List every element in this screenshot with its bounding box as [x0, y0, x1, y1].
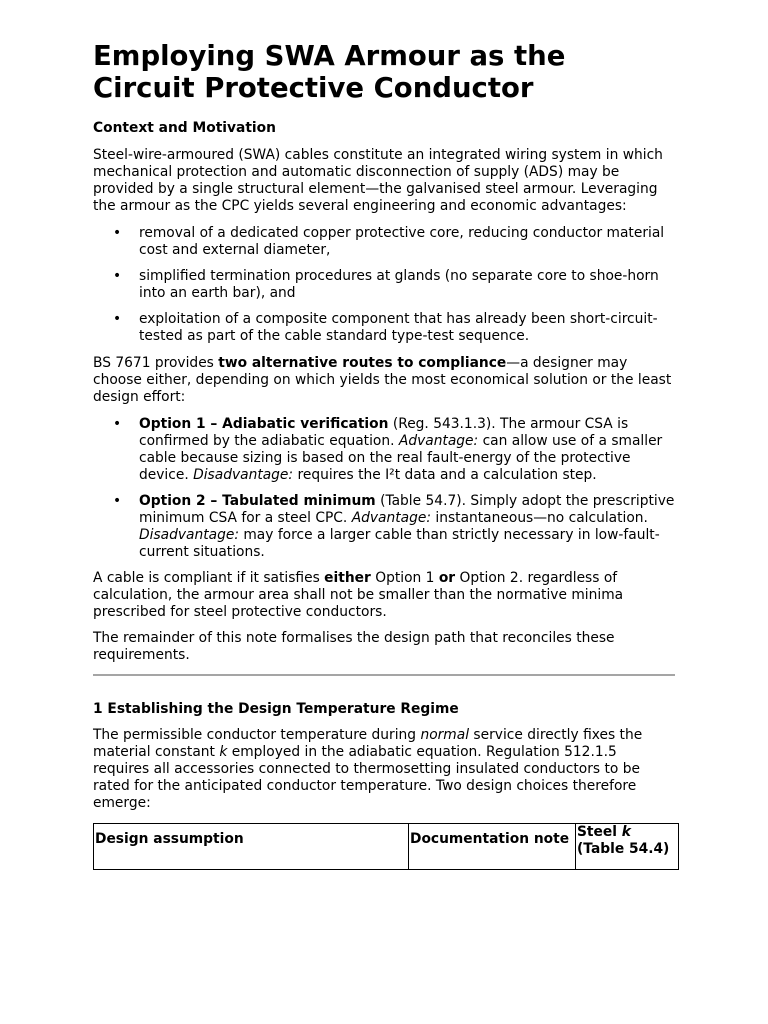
option-text: instantaneous—no calculation. — [431, 510, 648, 526]
compliance-emphasis: either — [324, 570, 371, 586]
option-label: Option 2 – Tabulated minimum — [139, 493, 376, 509]
option-1-item — [93, 416, 675, 484]
design-assumption-header: Design assumption — [95, 831, 244, 847]
table-header-cell — [94, 824, 409, 870]
table-header-row — [94, 824, 679, 870]
option-text: requires the I²t data and a calculation step. — [293, 467, 597, 483]
section-1-emphasis: normal — [420, 727, 470, 743]
routes-text: —a designer may choose either, depending on which yields the most economical solution or the least design effort: — [93, 355, 672, 405]
section-1-text: employed in the adiabatic equation. Regulation 512.1.5 requires all accessories connected to thermosetting insulated conductors to be rated for the anticipated conductor temperature. Two design choices therefore emerge: — [93, 744, 640, 811]
section-divider — [93, 674, 675, 676]
remainder-paragraph: The remainder of this note formalises the design path that reconciles these requirements. — [93, 630, 615, 663]
list-item: • exploitation of a composite component that has already been short-circuit-tested as part of the cable standard type-test sequence. — [93, 311, 675, 345]
routes-text: BS 7671 provides — [93, 355, 219, 371]
intro-paragraph: Steel-wire-armoured (SWA) cables constitute an integrated wiring system in which mechanical protection and automatic disconnection of supply (ADS) may be provided by a single structural element—the galvanised steel armour. Leveraging the armour as the CPC yields several engineering and economic advantages: — [93, 147, 663, 214]
section-1-text: The permissible conductor temperature during — [93, 727, 421, 743]
compliance-emphasis: or — [438, 570, 456, 586]
list-item: • simplified termination procedures at glands (no separate core to shoe-horn into an earth bar), and — [93, 268, 675, 302]
documentation-note-header: Documentation note — [410, 831, 570, 847]
options-list — [93, 416, 675, 561]
option-text: can allow use of a smaller cable because sizing is based on the real fault-energy of the protective device. — [139, 433, 663, 483]
advantage-label: Advantage: — [351, 510, 432, 526]
option-label: Option 1 – Adiabatic verification — [139, 416, 389, 432]
compliance-text: Option 2. regardless of calculation, the armour area shall not be smaller than the normative minima prescribed for steel protective conductors. — [93, 570, 624, 620]
steel-k-header: Steel — [577, 824, 622, 840]
context-heading: Context and Motivation — [93, 120, 276, 136]
option-text: (Reg. 543.1.3). The armour CSA is confirmed by the adiabatic equation. — [139, 416, 629, 449]
disadvantage-label: Disadvantage: — [139, 527, 239, 543]
steel-k-symbol: k — [621, 824, 631, 840]
advantage-label: Advantage: — [398, 433, 479, 449]
section-1-text: service directly fixes the material constant — [93, 727, 643, 760]
section-1-heading: 1 Establishing the Design Temperature Regime — [93, 701, 459, 717]
option-text: (Table 54.7). Simply adopt the prescriptive minimum CSA for a steel CPC. — [139, 493, 675, 526]
section-1-paragraph — [93, 727, 675, 812]
compliance-text: A cable is compliant if it satisfies — [93, 570, 325, 586]
list-item: • removal of a dedicated copper protective core, reducing conductor material cost and external diameter, — [93, 225, 675, 259]
option-text: may force a larger cable than strictly necessary in low-fault-current situations. — [139, 527, 660, 560]
compliance-paragraph — [93, 570, 675, 621]
routes-emphasis: two alternative routes to compliance — [218, 355, 507, 371]
section-1-emphasis: k — [219, 744, 228, 760]
disadvantage-label: Disadvantage: — [193, 467, 294, 483]
option-2-item — [93, 493, 675, 561]
table-header-cell — [409, 824, 576, 870]
compliance-text: Option 1 — [370, 570, 439, 586]
steel-k-reference: (Table 54.4) — [577, 841, 670, 857]
routes-paragraph — [93, 355, 675, 406]
design-table — [93, 823, 679, 870]
document-body — [93, 40, 675, 870]
advantages-list — [93, 225, 675, 345]
table-header-cell — [576, 824, 679, 870]
document-title: Employing SWA Armour as the Circuit Protective Conductor — [93, 40, 566, 104]
